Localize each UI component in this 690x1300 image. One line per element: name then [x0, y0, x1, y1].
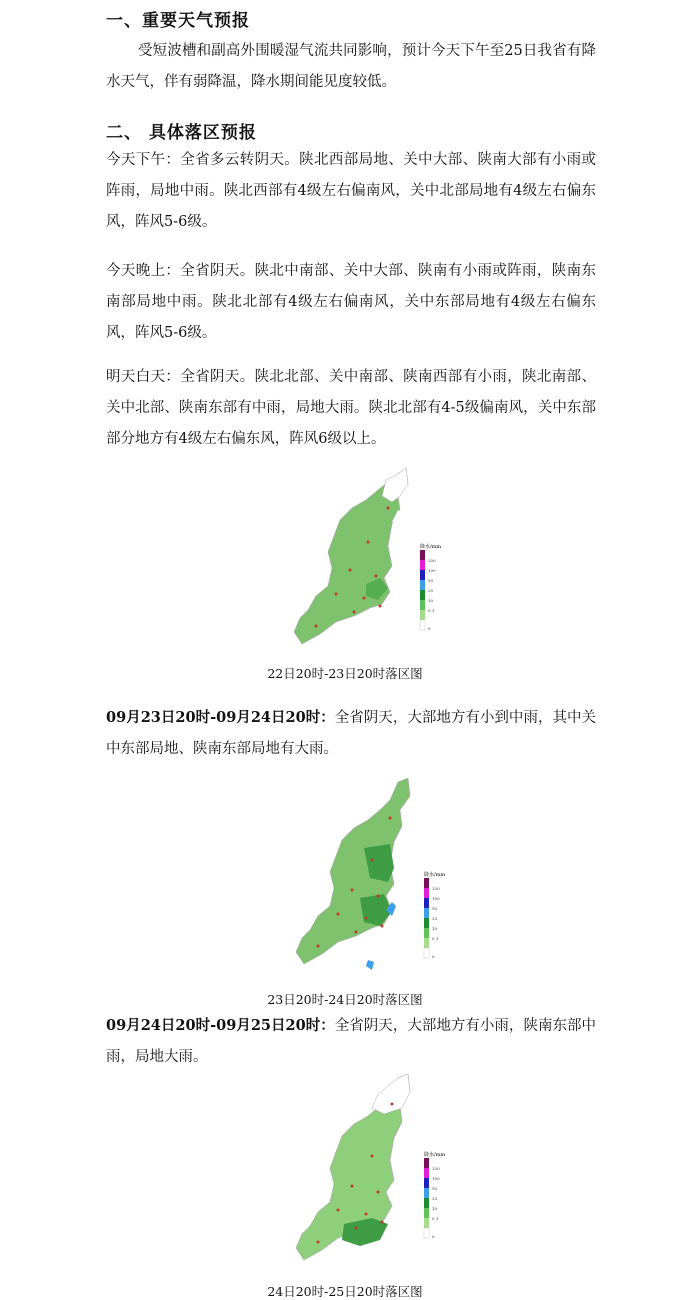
period-evening-label: 今天晚上：: [106, 263, 181, 279]
precip-legend: [424, 871, 445, 959]
precip-map-2: [280, 778, 450, 978]
map3-caption: 24日20时-25日20时落区图: [267, 1284, 423, 1299]
legend-tick-250: 250: [432, 1166, 440, 1171]
blue-south-patch: [366, 960, 374, 970]
legend-tick-10: 10: [432, 926, 438, 931]
legend-tick-10: 10: [428, 598, 434, 603]
legend-tick-25: 25: [432, 916, 438, 921]
legend-tick-100: 100: [432, 896, 440, 901]
legend-tick-250: 250: [428, 558, 436, 563]
map1-caption: 22日20时-23日20时落区图: [267, 666, 423, 681]
period-afternoon-label: 今天下午：: [106, 152, 181, 168]
period-evening: [106, 256, 596, 349]
legend-tick-0: 0: [432, 954, 435, 959]
period-tomorrow: [106, 362, 596, 455]
legend-tick-100: 100: [428, 568, 436, 573]
legend-tick-50: 50: [432, 906, 438, 911]
precip-map-1: [280, 466, 450, 656]
period-afternoon-text: 全省多云转阴天。陕北西部局地、关中大部、陕南大部有小雨或阵雨，局地中雨。陕北西部有4级左右偏南风，关中北部局地有4级左右偏东风，阵风5-6级。: [106, 152, 596, 230]
legend-tick-100: 100: [432, 1176, 440, 1181]
legend-tick-250: 250: [432, 886, 440, 891]
section1-body: 受短波槽和副高外围暖湿气流共同影响，预计今天下午至25日我省有降水天气，伴有弱降温，降水期间能见度较低。: [106, 43, 596, 90]
period-23-24-label: 09月23日20时-09月24日20时：: [106, 709, 335, 726]
period-tomorrow-text: 全省阴天。陕北北部、关中南部、陕南西部有小雨，陕北南部、关中北部、陕南东部有中雨，局地大雨。陕北北部有4-5级偏南风，关中东部部分地方有4级左右偏东风，阵风6级以上。: [106, 369, 596, 447]
legend-unit: 降水/mm: [420, 544, 442, 550]
map2-caption: 23日20时-24日20时落区图: [267, 992, 423, 1007]
precip-legend: [424, 1151, 445, 1239]
section2-heading: 二、 具体落区预报: [106, 123, 257, 143]
legend-tick-10: 10: [432, 1206, 438, 1211]
period-24-25-text: 全省阴天，大部地方有小雨，陕南东部中雨，局地大雨。: [106, 1018, 596, 1065]
period-24-25-label: 09月24日20时-09月25日20时：: [106, 1017, 335, 1034]
legend-tick-25: 25: [428, 588, 434, 593]
section1-heading: 一、重要天气预报: [106, 11, 250, 31]
period-24-25: [106, 1010, 596, 1073]
legend-tick-0.1: 0.1: [428, 608, 435, 613]
legend-tick-50: 50: [428, 578, 434, 583]
north-white-area: [372, 1074, 410, 1114]
legend-tick-0.1: 0.1: [432, 936, 439, 941]
precip-legend: [420, 543, 441, 631]
period-23-24-text: 全省阴天，大部地方有小到中雨，其中关中东部局地、陕南东部局地有大雨。: [106, 710, 596, 757]
period-afternoon: [106, 145, 596, 238]
legend-unit: 降水/mm: [424, 1152, 446, 1158]
legend-tick-0: 0: [432, 1234, 435, 1239]
legend-unit: 降水/mm: [424, 872, 446, 878]
precip-map-3: [280, 1074, 450, 1274]
legend-tick-0.1: 0.1: [432, 1216, 439, 1221]
legend-tick-0: 0: [428, 626, 431, 631]
shaanxi-region-shape: [296, 778, 410, 964]
north-white-area: [382, 468, 408, 502]
legend-tick-25: 25: [432, 1196, 438, 1201]
legend-tick-50: 50: [432, 1186, 438, 1191]
period-23-24: [106, 702, 596, 765]
period-tomorrow-label: 明天白天：: [106, 369, 181, 385]
period-evening-text: 全省阴天。陕北中南部、关中大部、陕南有小雨或阵雨，陕南东南部局地中雨。陕北北部有4级左右偏南风，关中东部局地有4级左右偏东风，阵风5-6级。: [106, 263, 596, 341]
